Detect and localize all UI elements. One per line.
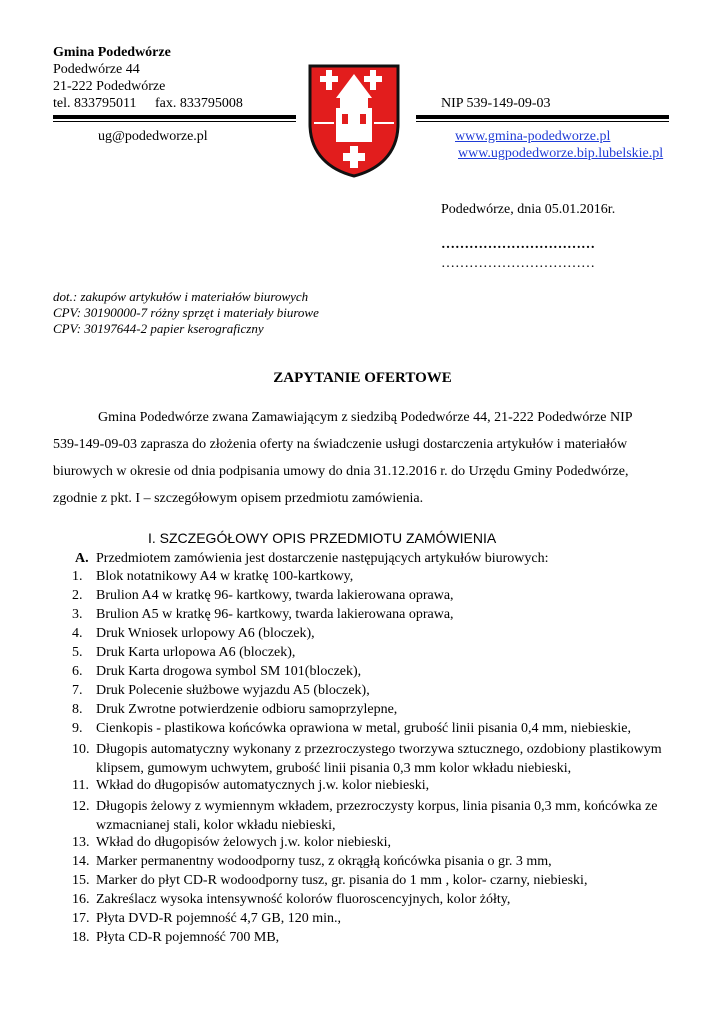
nip-number: NIP 539-149-09-03 — [441, 96, 551, 111]
list-item: 2. Brulion A4 w kratkę 96- kartkowy, twarda lakierowana oprawa, — [72, 588, 454, 603]
list-item: 15. Marker do płyt CD-R wodoodporny tusz, gr. pisania do 1 mm , kolor- czarny, niebieski, — [72, 873, 588, 888]
address-line-2: 21-222 Podedwórze — [53, 79, 166, 94]
list-item: 13. Wkład do długopisów żelowych j.w. kolor niebieski, — [72, 835, 391, 850]
list-item: 17. Płyta DVD-R pojemność 4,7 GB, 120 min., — [72, 911, 341, 926]
list-item: 5. Druk Karta urlopowa A6 (bloczek), — [72, 645, 296, 660]
dotted-line-1: …………………………… — [441, 237, 595, 252]
header-rule-right-thin — [416, 121, 669, 122]
website-link[interactable]: www.gmina-podedworze.pl — [455, 129, 611, 144]
org-name: Gmina Podedwórze — [53, 45, 171, 60]
coat-of-arms-icon — [306, 62, 402, 178]
subject-line-2: CPV: 30190000-7 różny sprzęt i materiały biurowe — [53, 305, 319, 320]
email-address: ug@podedworze.pl — [98, 129, 208, 144]
list-item: 8. Druk Zwrotne potwierdzenie odbioru samoprzylepne, — [72, 702, 398, 717]
document-title: ZAPYTANIE OFERTOWE — [273, 370, 452, 386]
header-rule-right — [416, 115, 669, 119]
phone-number: tel. 833795011 — [53, 96, 137, 111]
fax-number: fax. 833795008 — [155, 96, 243, 111]
list-item: 12. Długopis żelowy z wymiennym wkładem, przezroczysty korpus, linia pisania 0,3 mm, końcówka ze wzmacnianej stali, kolor wkładu niebieski, — [72, 799, 658, 833]
intro-line-4: zgodnie z pkt. I – szczegółowym opisem przedmiotu zamówienia. — [53, 491, 424, 506]
list-item: 9. Cienkopis - plastikowa końcówka oprawiona w metal, grubość linii pisania 0,4 mm, niebieskie, — [72, 721, 632, 736]
list-item: 14. Marker permanentny wodoodporny tusz, z okrągłą końcówka pisania o gr. 3 mm, — [72, 854, 552, 869]
intro-line-2: 539-149-09-03 zaprasza do złożenia oferty na świadczenie usługi dostarczenia artykułów i materiałów — [53, 437, 628, 452]
address-line-1: Podedwórze 44 — [53, 62, 140, 77]
intro-line-3: biurowych w okresie od dnia podpisania umowy do dnia 31.12.2016 r. do Urzędu Gminy Podedwórze, — [53, 464, 629, 479]
header-rule-left-thin — [53, 121, 296, 122]
bip-link[interactable]: www.ugpodedworze.bip.lubelskie.pl — [458, 146, 664, 161]
section-a-label: A. — [75, 551, 89, 566]
list-item: 7. Druk Polecenie służbowe wyjazdu A5 (bloczek), — [72, 683, 370, 698]
list-item: 18. Płyta CD-R pojemność 700 MB, — [72, 930, 280, 945]
list-item: 1. Blok notatnikowy A4 w kratkę 100-kartkowy, — [72, 569, 354, 584]
place-and-date: Podedwórze, dnia 05.01.2016r. — [441, 202, 616, 217]
list-item: 11. Wkład do długopisów automatycznych j.w. kolor niebieski, — [72, 778, 430, 793]
header-rule-left — [53, 115, 296, 119]
section-heading: I. SZCZEGÓŁOWY OPIS PRZEDMIOTU ZAMÓWIENIA — [148, 530, 497, 546]
list-item: 6. Druk Karta drogowa symbol SM 101(bloczek), — [72, 664, 362, 679]
dotted-line-2: …………………………… — [441, 256, 595, 271]
list-item: 3. Brulion A5 w kratkę 96- kartkowy, twarda lakierowana oprawa, — [72, 607, 454, 622]
list-item: 16. Zakreślacz wysoka intensywność kolorów fluoroscencyjnych, kolor żółty, — [72, 892, 511, 907]
items-list — [72, 569, 682, 949]
subject-line-3: CPV: 30197644-2 papier kserograficzny — [53, 321, 264, 336]
list-item: 4. Druk Wniosek urlopowy A6 (bloczek), — [72, 626, 315, 641]
list-item: 10. Długopis automatyczny wykonany z przezroczystego tworzywa sztucznego, ozdobiony plastikowym klipsem, gumowym uchwytem, grubość linii pisania 0,3 mm kolor wkładu niebieski, — [72, 742, 662, 776]
intro-line-1: Gmina Podedwórze zwana Zamawiającym z siedzibą Podedwórze 44, 21-222 Podedwórze NIP — [98, 410, 633, 425]
section-a-text: Przedmiotem zamówienia jest dostarczenie następujących artykułów biurowych: — [96, 551, 549, 566]
subject-line-1: dot.: zakupów artykułów i materiałów biurowych — [53, 289, 309, 304]
